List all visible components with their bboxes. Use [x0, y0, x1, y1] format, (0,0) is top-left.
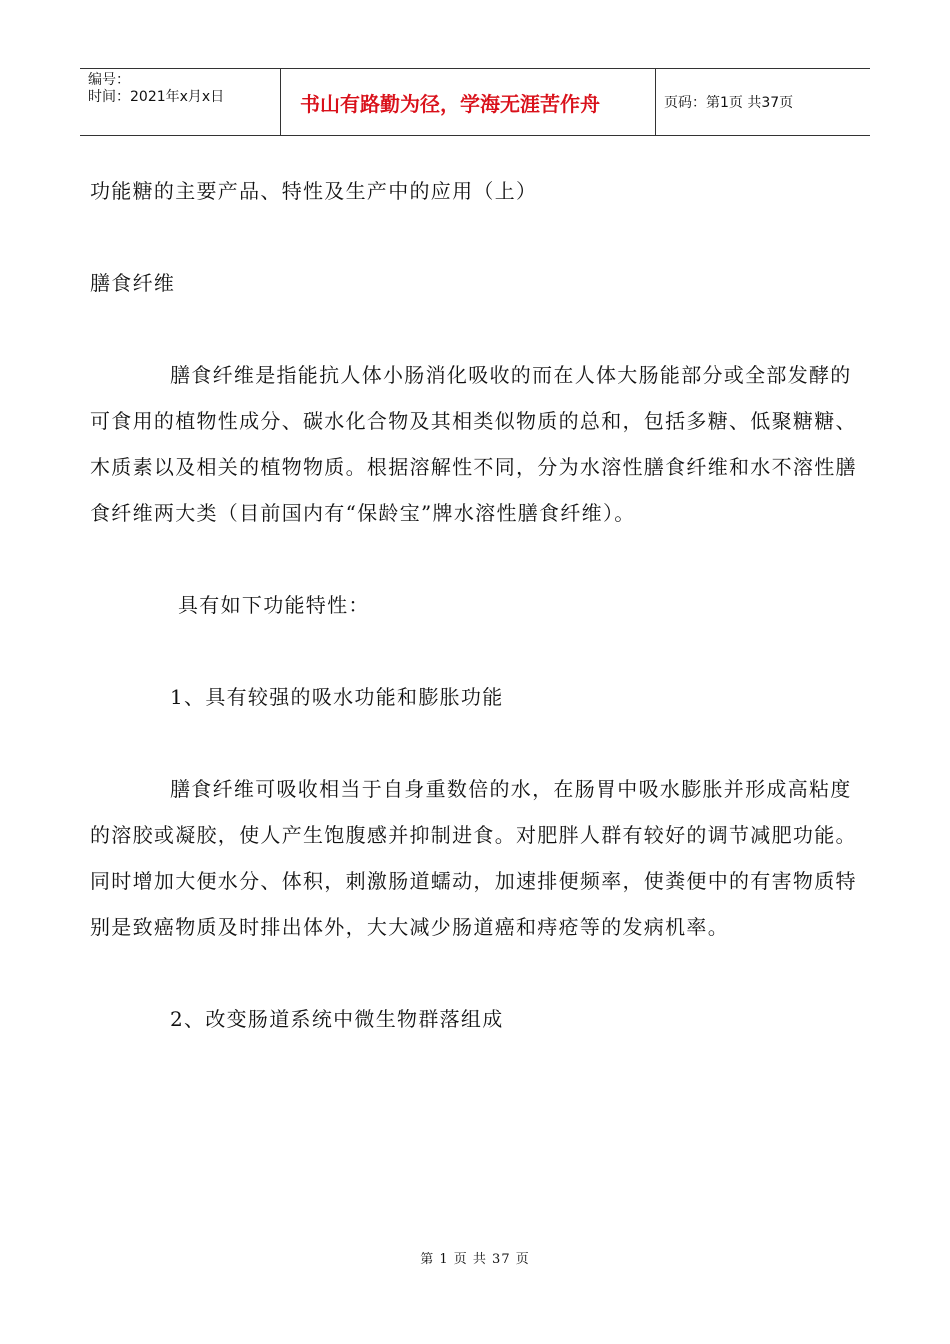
section-heading: 膳食纤维 — [90, 271, 176, 295]
date-label: 时间：2021年x月x日 — [88, 89, 225, 105]
document-title: 功能糖的主要产品、特性及生产中的应用（上） — [90, 179, 538, 203]
item2-heading: 2、改变肠道系统中微生物群落组成 — [170, 1007, 504, 1031]
intro-paragraph: 膳食纤维是指能抗人体小肠消化吸收的而在人体大肠能部分或全部发酵的可食用的植物性成分、碳水化合物及其相类似物质的总和，包括多糖、低聚糖糖、木质素以及相关的植物物质。根据溶解性不同，分为水溶性膳食纤维和水不溶性膳食纤维两大类（目前国内有“保龄宝”牌水溶性膳食纤维）。 — [90, 363, 857, 525]
motto-text: 书山有路勤为径，学海无涯苦作舟 — [300, 91, 600, 116]
number-label: 编号： — [88, 72, 130, 88]
item1-heading: 1、具有较强的吸水功能和膨胀功能 — [170, 685, 504, 709]
page-info: 页码：第1页 共37页 — [664, 95, 794, 111]
header-meta-cell — [80, 69, 281, 135]
document-header — [80, 68, 870, 136]
header-motto-cell — [281, 69, 656, 135]
page-footer — [0, 1248, 950, 1267]
item1-body: 膳食纤维可吸收相当于自身重数倍的水，在肠胃中吸水膨胀并形成高粘度的溶胶或凝胶，使人产生饱腹感并抑制进食。对肥胖人群有较好的调节减肥功能。同时增加大便水分、体积，刺激肠道蠕动，加速排便频率，使粪便中的有害物质特别是致癌物质及时排出体外，大大减少肠道癌和痔疮等的发病机率。 — [90, 777, 857, 939]
document-body — [90, 168, 860, 1042]
header-page-cell — [656, 69, 870, 135]
features-intro: 具有如下功能特性： — [178, 593, 370, 617]
footer-page-number: 第 1 页 共 37 页 — [420, 1252, 530, 1267]
